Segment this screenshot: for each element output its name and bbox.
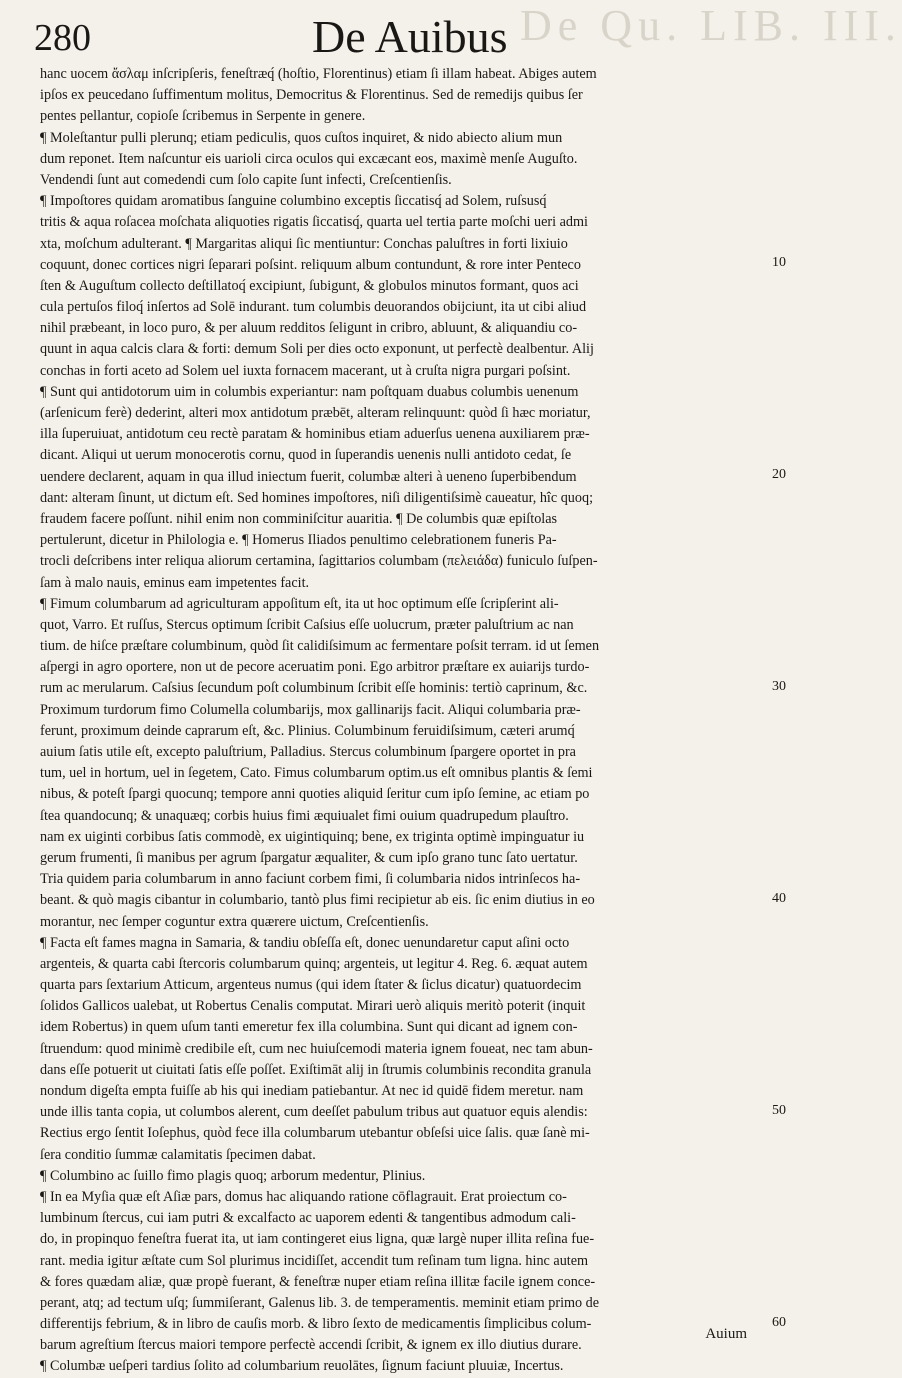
text-line: ¶ Columbino ac ſuillo fimo plagis quoq; arborum medentur, Plinius.	[40, 1167, 426, 1184]
text-line: argenteis, & quarta cabi ſtercoris columbarum quinq; argenteis, ut legitur 4. Reg. 6. æquat autem	[40, 955, 588, 972]
text-line: ferunt, proximum deinde caprarum eſt, &c. Plinius. Columbinum feruidiſsimum, cæteri arumq́	[40, 722, 575, 739]
margin-line-number: 60	[772, 1314, 786, 1330]
text-line: quot, Varro. Et ruſſus, Stercus optimum ſcribit Caſsius eſſe uolucrum, præter paluſtrium ac nan	[40, 616, 574, 633]
text-line: rum ac merularum. Caſsius ſecundum poſt columbinum ſcribit eſſe hominis: tertiò caprinum, &c.	[40, 680, 588, 697]
text-line: gerum frumenti, ſi manibus per agrum ſpargatur æqualiter, & cum ipſo grano tunc ſato uertatur.	[40, 849, 578, 866]
text-line: nam ex uiginti corbibus ſatis commodè, ex uigintiquinq; bene, ex triginta optimè impinguatur iu	[40, 828, 585, 845]
text-line: perant, atq; ad tectum uſq; ſummiſerant, Galenus lib. 3. de temperamentis. meminit etiam primo de	[40, 1294, 600, 1311]
text-line: nibus, & poteſt ſpargi quocunq; tempore anni quoties aliquid ſeritur cum ipſo ſemine, ac etiam po	[40, 786, 590, 803]
text-line: dicant. Aliqui ut uerum monocerotis cornu, quod in ſuperandis uenenis nulli antidoto cedat, ſe	[40, 447, 572, 464]
text-line: ſera conditio ſummæ calamitatis ſpecimen dabat.	[40, 1146, 316, 1163]
text-line: ¶ In ea Myſia quæ eſt Aſiæ pars, domus hac aliquando ratione cōflagrauit. Erat proiectum co-	[40, 1188, 567, 1205]
text-line: idem Robertus) in quem uſum tanti emeretur fex illa columbina. Sunt qui dicant ad ignem con-	[40, 1019, 578, 1036]
text-line: cula pertuſos filoq́ inſertos ad Solē indurant. tum columbis deuorandos obijciunt, ita ut cibi aliud	[40, 299, 587, 316]
text-line: Vendendi ſunt aut comedendi cum ſolo capite ſunt infecti, Creſcentienſis.	[40, 171, 452, 188]
body-text	[40, 64, 768, 1378]
text-line: (arſenicum ferè) dederint, alteri mox antidotum præbēt, alteram relinquunt: quòd ſi hæc moriatur,	[40, 405, 591, 421]
text-line: ſam à malo nauis, eminus eam impetentes facit.	[40, 574, 310, 591]
text-line: trocli deſcribens inter reliqua aliorum certamina, ſagittarios columbam (πελειάδα) funiculo ſuſpen-	[40, 553, 598, 570]
text-line: nondum digeſta empta fuiſſe ab his qui inediam patiebantur. At nec id quidē fidem meretur. nam	[40, 1083, 584, 1099]
text-line: dum reponet. Item naſcuntur eis uarioli circa oculos qui excæcant eos, maximè menſe Auguſto.	[40, 150, 578, 167]
text-line: morantur, nec ſemper coguntur extra quærere uictum, Creſcentienſis.	[40, 913, 429, 930]
text-line: lumbinum ſtercus, cui iam putri & excalfacto ac uaporem edenti & tangentibus admodum cali-	[40, 1210, 576, 1227]
text-line: ſtruendum: quod minimè credibile eſt, cum nec huiuſcemodi materia ignem foueat, nec tam abun-	[40, 1040, 593, 1057]
text-line: pentes pellantur, copioſe ſcribemus in Serpente in genere.	[40, 108, 366, 125]
text-line: uendere declarent, aquam in qua illud iniectum fuerit, columbæ alteri à ueneno ſuperbibendum	[40, 468, 577, 485]
text-line: quunt in aqua calcis clara & forti: demum Soli per dies octo exponunt, ut perfectè dealbentur. Alij	[40, 341, 594, 358]
text-line: tium. de hiſce præſtare columbinum, quòd ſit calidiſsimum ac fermentare poſsit terram. id ut ſemen	[40, 638, 600, 655]
text-line: tum, uel in hortum, uel in ſegetem, Cato. Fimus columbarum optim.us eſt omnibus plantis & ſemi	[40, 765, 593, 782]
margin-line-number: 50	[772, 1102, 786, 1118]
page-number: 280	[34, 17, 91, 59]
text-line: ¶ Sunt qui antidotorum uim in columbis experiantur: nam poſtquam duabus columbis uenenum	[40, 383, 579, 400]
margin-line-number: 30	[772, 678, 786, 694]
text-line: ſten & Auguſtum collecto deſtillatoq́ excipiunt, ſubigunt, & globulos minutos formant, quos aci	[40, 277, 579, 294]
margin-line-number: 20	[772, 466, 786, 482]
text-line: xta, moſchum adulterant. ¶ Margaritas aliqui ſic mentiuntur: Conchas paluſtres in forti lixiuio	[40, 235, 568, 252]
catchword: Auium	[705, 1326, 747, 1342]
text-line: coquunt, donec cortices nigri ſeparari poſsint. reliquum album contundunt, & rore inter Penteco	[40, 256, 581, 273]
text-line: ¶ Facta eſt fames magna in Samaria, & tandiu obſeſſa eſt, donec uenundaretur caput aſini octo	[40, 934, 570, 951]
text-line: ¶ Fimum columbarum ad agriculturam appoſitum eſt, ita ut hoc optimum eſſe ſcripſerint ali-	[40, 595, 559, 612]
text-line: rant. media igitur æſtate cum Sol plurimus incidiſſet, accendit tum reſinam tum ligna. hinc autem	[40, 1252, 589, 1269]
margin-line-number: 10	[772, 254, 786, 270]
text-line: auium ſatis utile eſt, excepto paluſtrium, Palladius. Stercus columbinum ſpargere oportet in pra	[40, 744, 576, 760]
text-line: beant. & quò magis cibantur in columbario, tantò plus fimi recipietur ab eis. ſic enim diutius in eo	[40, 892, 595, 909]
bleed-through-text: De Qu. LIB. III.	[520, 1, 902, 50]
text-line: fraudem facere poſſunt. nihil enim non comminiſcitur auaritia. ¶ De columbis quæ epiſtolas	[40, 510, 558, 527]
text-line: Tria quidem paria columbarum in anno faciunt corbem fimi, ſi columbaria nidos intrinſecos ha-	[40, 871, 581, 888]
margin-line-number: 40	[772, 890, 786, 906]
text-line: ipſos ex peucedano ſuffimentum molitus, Democritus & Florentinus. Sed de remedijs quibus ſer	[40, 87, 583, 104]
text-line: ¶ Moleſtantur pulli plerunq; etiam pediculis, quos cuſtos inquiret, & nido abiecto alium mun	[40, 129, 563, 146]
text-line: unde illis tanta copia, ut columbos alerent, cum deeſſet pabulum tribus aut quatuor equis alendis:	[40, 1104, 588, 1121]
running-title: De Auibus	[312, 11, 508, 62]
text-line: conchas in forti aceto ad Solem uel iuxta fornacem macerant, ut à cruſta nigra purgari poſsint.	[40, 362, 571, 379]
text-line: aſpergi in agro oportere, non ut de pecore aceruatim poni. Ego arbitror præſtare ex auiarijs turdo-	[40, 659, 590, 676]
text-line: hanc uocem ἄσλαμ inſcripſeris, feneſtræq́ (hoſtio, Florentinus) etiam ſi illam habeat. Abiges autem	[40, 66, 597, 82]
text-line: ¶ Impoſtores quidam aromatibus ſanguine columbino exceptis ſiccatisq́ ad Solem, ruſsusq́	[40, 193, 547, 210]
text-line: Rectius ergo ſentit Ioſephus, quòd fece illa columbarum utebantur obſeſsi uice ſalis. quæ ſanè mi-	[40, 1125, 590, 1142]
text-line: barum agreſtium ſtercus maiori tempore perfectè accendi ſcribit, & ignem ex illo diutius durare.	[40, 1337, 582, 1354]
text-line: tritis & aqua roſacea moſchata aliquoties rigatis ſiccatisq́, quarta uel tertia parte moſchi ueri admi	[40, 214, 588, 231]
text-line: nihil præbeant, in loco puro, & per aluum redditos ſeligunt in cribro, abluunt, & aliquandiu co-	[40, 320, 578, 337]
text-line: dant: alteram ſinunt, ut dictum eſt. Sed homines impoſtores, niſi diligentiſsimè caueatur, hîc quoq;	[40, 489, 594, 506]
text-line: quarta pars ſextarium Atticum, argenteus numus (qui idem ſtater & ſiclus dicatur) quatuordecim	[40, 977, 582, 994]
text-line: & fores quædam aliæ, quæ propè fuerant, & feneſtræ nuper etiam reſina illitæ facile ignem conce-	[40, 1273, 596, 1290]
text-line: illa ſuperuiuat, antidotum ceu rectè paratam & hominibus etiam aduerſus uenena auxiliarem præ-	[40, 426, 590, 443]
text-line: ſtea quandocunq; & unaquæq; corbis huius fimi æquiualet fimi ouium quadrupedum plauſtro.	[40, 807, 569, 824]
text-line: ¶ Columbæ ueſperi tardius ſolito ad columbarium reuolātes, ſignum faciunt pluuiæ, Incertus.	[40, 1358, 564, 1375]
text-line: Proximum turdorum fimo Columella columbarijs, mox gallinarijs facit. Aliqui columbaria præ-	[40, 701, 581, 718]
text-line: ſolidos Gallicos ualebat, ut Robertus Cenalis computat. Mirari uerò aliquis meritò poterit (inquit	[40, 998, 586, 1015]
text-line: dans eſſe potuerit ut ciuitati ſatis eſſe poſſet. Exiſtimāt alij in ſtrumis columbinis recondita granula	[40, 1061, 592, 1078]
text-line: differentijs febrium, & in libro de cauſis morb. & libro ſexto de medicamentis ſimplicibus colum-	[40, 1316, 592, 1333]
text-line: pertulerunt, dicetur in Philologia e. ¶ Homerus Iliados penultimo celebrationem funeris Pa-	[40, 532, 557, 549]
text-line: do, in propinquo feneſtra fuerat ita, ut iam contingeret eius ligna, quæ largè nuper illita reſina fue-	[40, 1231, 595, 1248]
